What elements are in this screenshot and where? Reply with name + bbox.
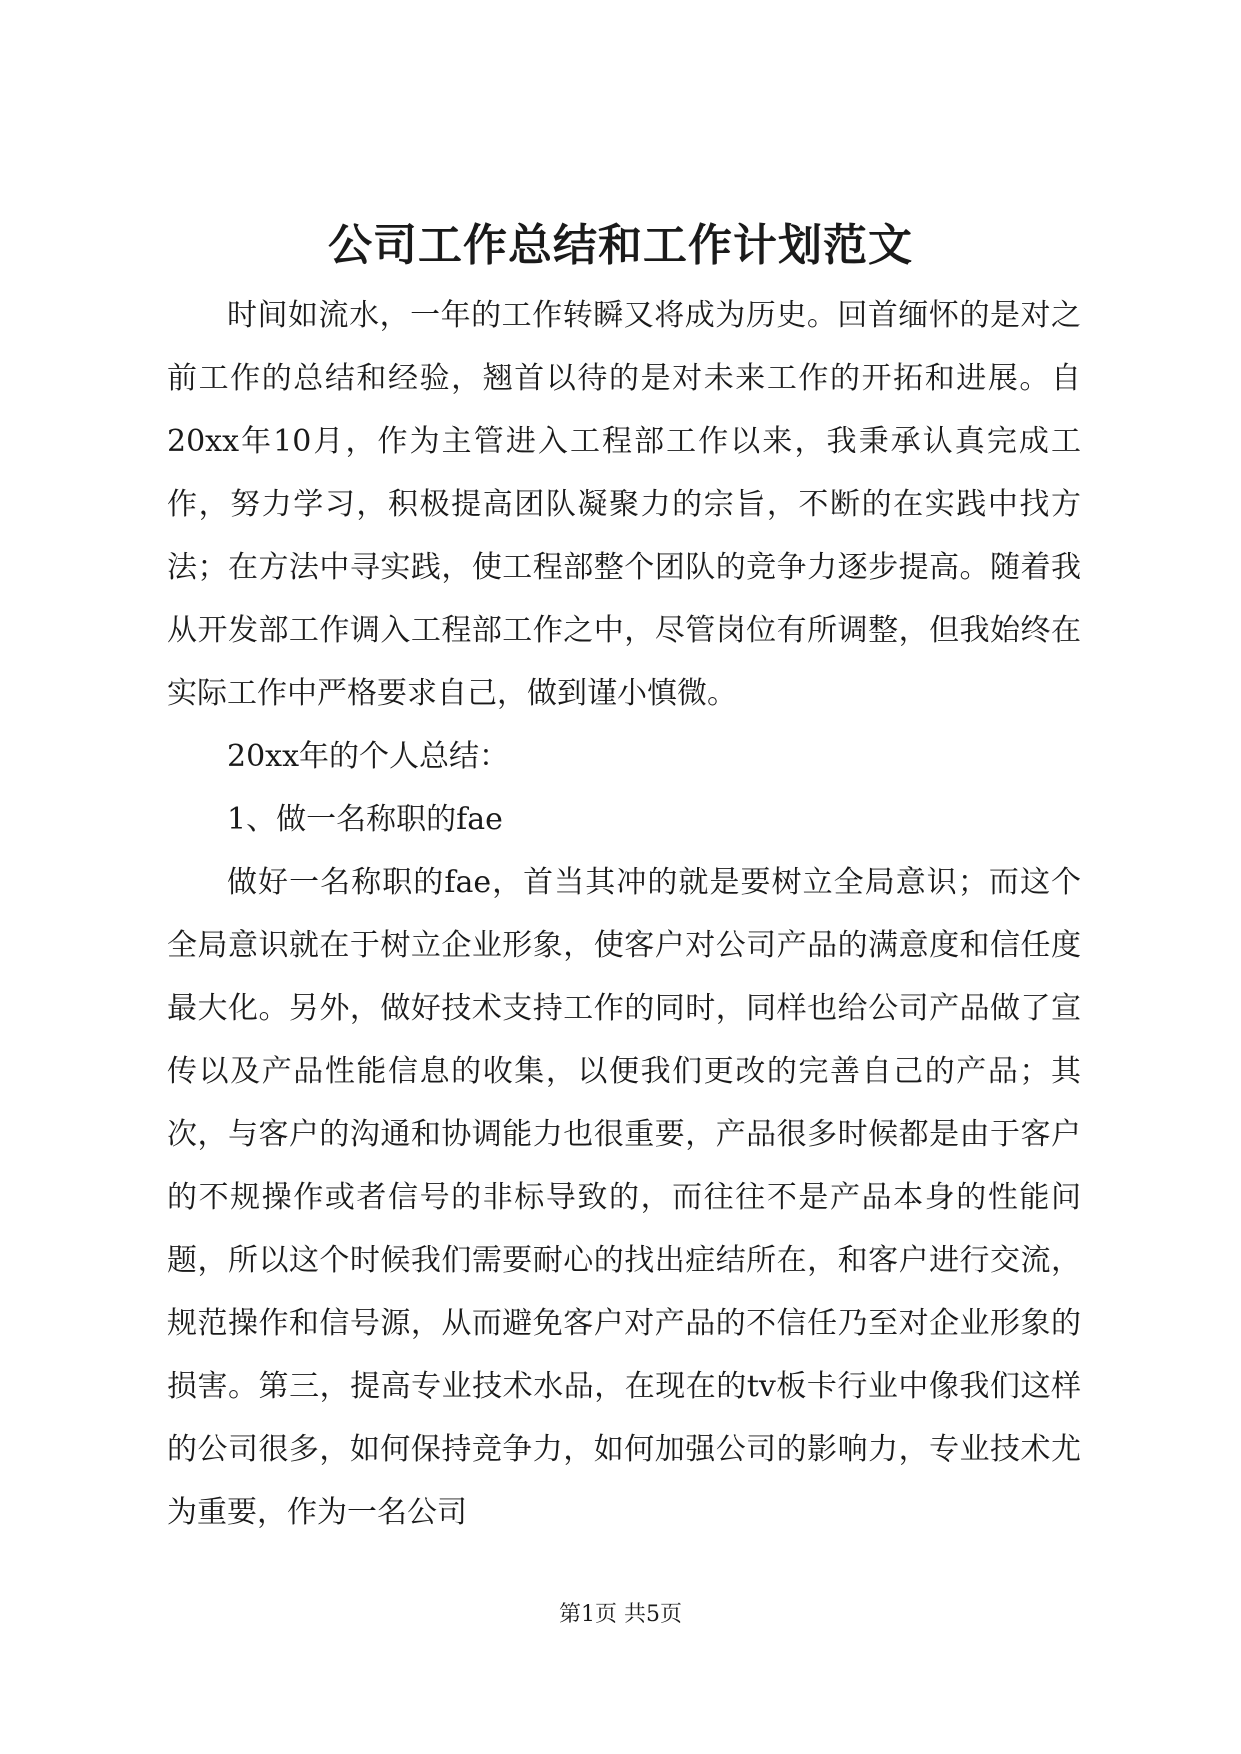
page-number-footer: 第1页 共5页 [559,1602,682,1627]
paragraph-intro: 时间如流水，一年的工作转瞬又将成为历史。回首缅怀的是对之前工作的总结和经验，翘首以待的是对未来工作的开拓和进展。自20xx年10月，作为主管进入工程部工作以来，我秉承认真完成工作，努力学习，积极提高团队凝聚力的宗旨，不断的在实践中找方法；在方法中寻实践，使工程部整个团队的竞争力逐步提高。随着我从开发部工作调入工程部工作之中，尽管岗位有所调整，但我始终在实际工作中严格要求自己，做到谨小慎微。 [167,298,1081,711]
document-title: 公司工作总结和工作计划范文 [328,220,913,271]
document-body [167,284,1081,1544]
paragraph-summary-heading: 20xx年的个人总结： [227,739,510,774]
paragraph-section-1-body: 做好一名称职的fae，首当其冲的就是要树立全局意识；而这个全局意识就在于树立企业形象，使客户对公司产品的满意度和信任度最大化。另外，做好技术支持工作的同时，同样也给公司产品做了宣传以及产品性能信息的收集，以便我们更改的完善自己的产品；其次，与客户的沟通和协调能力也很重要，产品很多时候都是由于客户的不规操作或者信号的非标导致的，而往往不是产品本身的性能问题，所以这个时候我们需要耐心的找出症结所在，和客户进行交流，规范操作和信号源，从而避免客户对产品的不信任乃至对企业形象的损害。第三，提高专业技术水品，在现在的tv板卡行业中像我们这样的公司很多，如何保持竞争力，如何加强公司的影响力，专业技术尤为重要，作为一名公司 [167,865,1081,1530]
paragraph-section-1-heading: 1、做一名称职的fae [227,802,503,837]
